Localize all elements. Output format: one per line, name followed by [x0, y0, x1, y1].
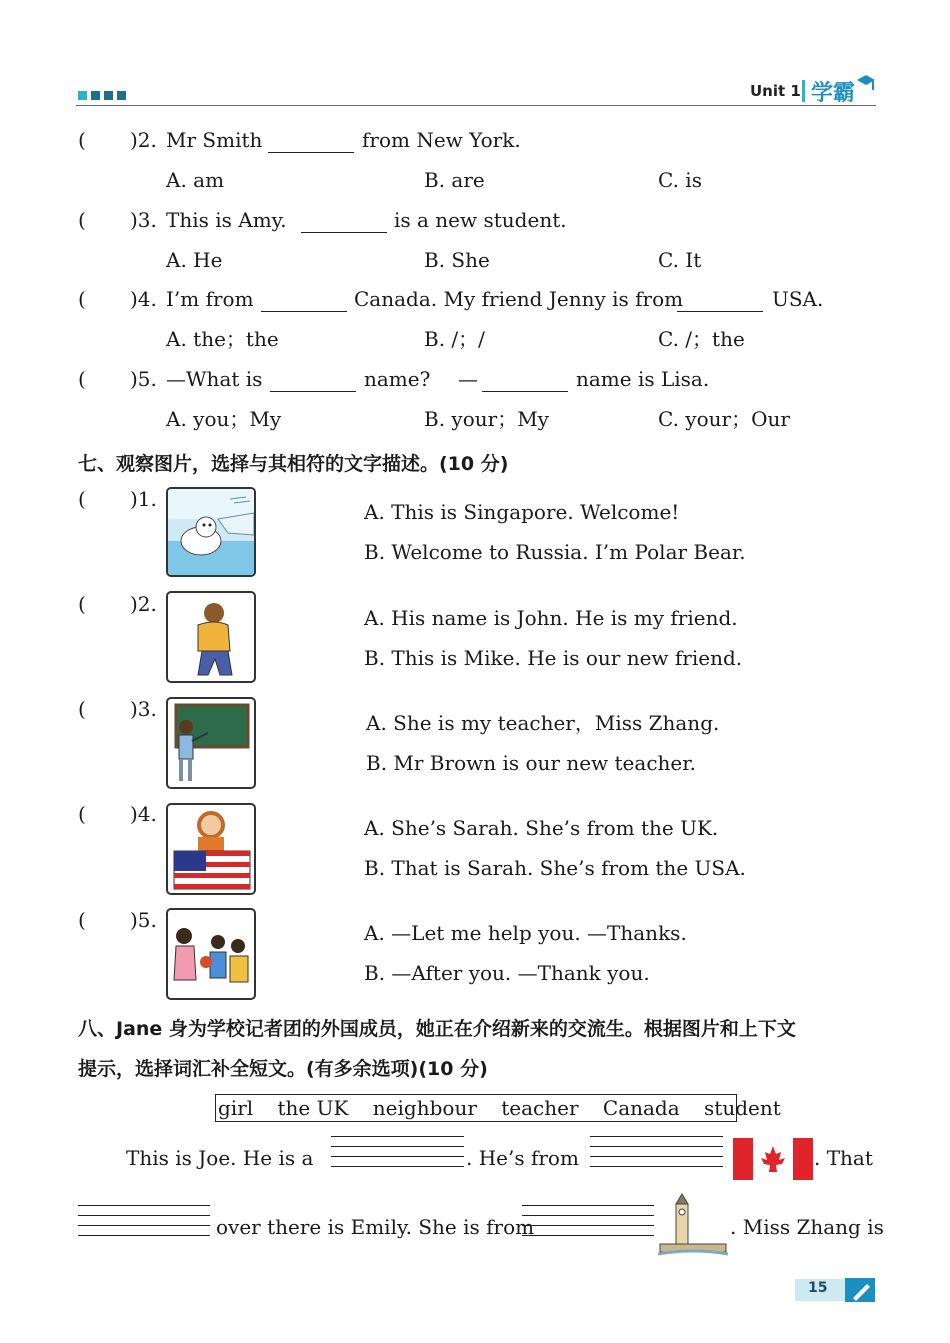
s7-item3-option-b: B. Mr Brown is our new teacher.: [366, 751, 696, 775]
passage-blank-3[interactable]: [78, 1205, 210, 1245]
word-bank-box: [215, 1094, 781, 1122]
q5-option-a: A. you；My: [166, 407, 282, 431]
s7-number-5: )5.: [130, 908, 157, 932]
passage-line1-start: This is Joe. He is a: [126, 1146, 314, 1170]
q2-blank[interactable]: [268, 134, 354, 153]
girl-usa-flag-picture: [166, 803, 256, 895]
s7-item5-option-a: A. —Let me help you. —Thanks.: [364, 921, 687, 945]
passage-blank-1[interactable]: [331, 1136, 464, 1176]
paren-q2: (: [78, 128, 86, 152]
s7-number-2: )2.: [130, 592, 157, 616]
q5-blank-2[interactable]: [482, 373, 568, 392]
q5-text-before: —What is: [166, 367, 263, 391]
big-ben-icon: [658, 1192, 728, 1262]
q4-option-b: B. /；/: [424, 327, 485, 351]
header-square-2: [91, 91, 100, 100]
s7-number-1: )1.: [130, 487, 157, 511]
q4-text-before: I’m from: [166, 287, 254, 311]
s7-paren-4: (: [78, 802, 86, 826]
q5-dash: —: [458, 367, 478, 391]
word-bank-item: teacher: [501, 1096, 579, 1120]
s7-paren-1: (: [78, 487, 86, 511]
q3-option-a: A. He: [166, 248, 223, 272]
children-helping-picture: [166, 908, 256, 1000]
s7-number-4: )4.: [130, 802, 157, 826]
polar-bear-picture: [166, 487, 256, 577]
section7-heading: 七、观察图片，选择与其相符的文字描述。(10 分): [78, 453, 509, 475]
passage-line2-end: . Miss Zhang is: [730, 1215, 884, 1239]
passage-line1-mid: . He’s from: [466, 1146, 579, 1170]
q3-text-before: This is Amy.: [166, 208, 287, 232]
q5-option-b: B. your；My: [424, 407, 549, 431]
header-rule: [76, 105, 876, 106]
header-square-1: [78, 91, 87, 100]
q3-blank[interactable]: [301, 214, 387, 233]
q4-number: )4.: [130, 287, 157, 311]
section8-heading-line2: 提示，选择词汇补全短文。(有多余选项)(10 分): [78, 1058, 488, 1080]
passage-line1-end: . That: [814, 1146, 873, 1170]
q3-option-c: C. It: [658, 248, 702, 272]
q4-option-c: C. /；the: [658, 327, 745, 351]
q2-text-after: from New York.: [362, 128, 521, 152]
q4-blank-2[interactable]: [677, 293, 763, 312]
q3-option-b: B. She: [424, 248, 490, 272]
q3-text-after: is a new student.: [394, 208, 567, 232]
q5-blank-1[interactable]: [270, 373, 356, 392]
pencil-icon: [845, 1276, 875, 1304]
word-bank-item: neighbour: [372, 1096, 477, 1120]
q2-option-c: C. is: [658, 168, 702, 192]
word-bank-item: girl: [218, 1096, 254, 1120]
q2-text-before: Mr Smith: [166, 128, 263, 152]
page-number: 15: [808, 1280, 828, 1296]
q5-text-after: name is Lisa.: [576, 367, 710, 391]
q4-text-middle: Canada. My friend Jenny is from: [354, 287, 684, 311]
section8-heading-line1: 八、Jane 身为学校记者团的外国成员，她正在介绍新来的交流生。根据图片和上下文: [78, 1018, 796, 1040]
graduation-cap-icon: [855, 72, 877, 94]
s7-item1-option-b: B. Welcome to Russia. I’m Polar Bear.: [364, 540, 746, 564]
word-bank-item: student: [704, 1096, 781, 1120]
q2-option-b: B. are: [424, 168, 485, 192]
q5-number: )5.: [130, 367, 157, 391]
header-square-4: [117, 91, 126, 100]
s7-item3-option-a: A. She is my teacher，Miss Zhang.: [366, 711, 720, 735]
word-bank-item: Canada: [602, 1096, 680, 1120]
s7-item2-option-b: B. This is Mike. He is our new friend.: [364, 646, 743, 670]
paren-q3: (: [78, 208, 86, 232]
header-square-3: [104, 91, 113, 100]
q3-number: )3.: [130, 208, 157, 232]
s7-item4-option-a: A. She’s Sarah. She’s from the UK.: [364, 816, 719, 840]
passage-line2-mid: over there is Emily. She is from: [216, 1215, 535, 1239]
passage-blank-4[interactable]: [522, 1205, 654, 1245]
passage-blank-2[interactable]: [590, 1136, 723, 1176]
q2-option-a: A. am: [166, 168, 225, 192]
q4-option-a: A. the；the: [166, 327, 279, 351]
q5-text-middle: name?: [364, 367, 431, 391]
teacher-picture: [166, 697, 256, 789]
word-bank-item: the UK: [277, 1096, 349, 1120]
s7-paren-5: (: [78, 908, 86, 932]
brand-logo: 学霸: [811, 81, 856, 106]
q2-number: )2.: [130, 128, 157, 152]
s7-paren-3: (: [78, 697, 86, 721]
canada-flag-icon: [733, 1138, 813, 1180]
s7-number-3: )3.: [130, 697, 157, 721]
q4-text-after: USA.: [772, 287, 824, 311]
s7-item4-option-b: B. That is Sarah. She’s from the USA.: [364, 856, 746, 880]
header-divider: [802, 80, 805, 102]
s7-paren-2: (: [78, 592, 86, 616]
boy-picture: [166, 591, 256, 683]
s7-item1-option-a: A. This is Singapore. Welcome!: [364, 500, 680, 524]
s7-item5-option-b: B. —After you. —Thank you.: [364, 961, 650, 985]
s7-item2-option-a: A. His name is John. He is my friend.: [364, 606, 738, 630]
paren-q5: (: [78, 367, 86, 391]
unit-label: Unit 1: [750, 82, 801, 100]
q5-option-c: C. your；Our: [658, 407, 790, 431]
q4-blank-1[interactable]: [261, 293, 347, 312]
paren-q4: (: [78, 287, 86, 311]
